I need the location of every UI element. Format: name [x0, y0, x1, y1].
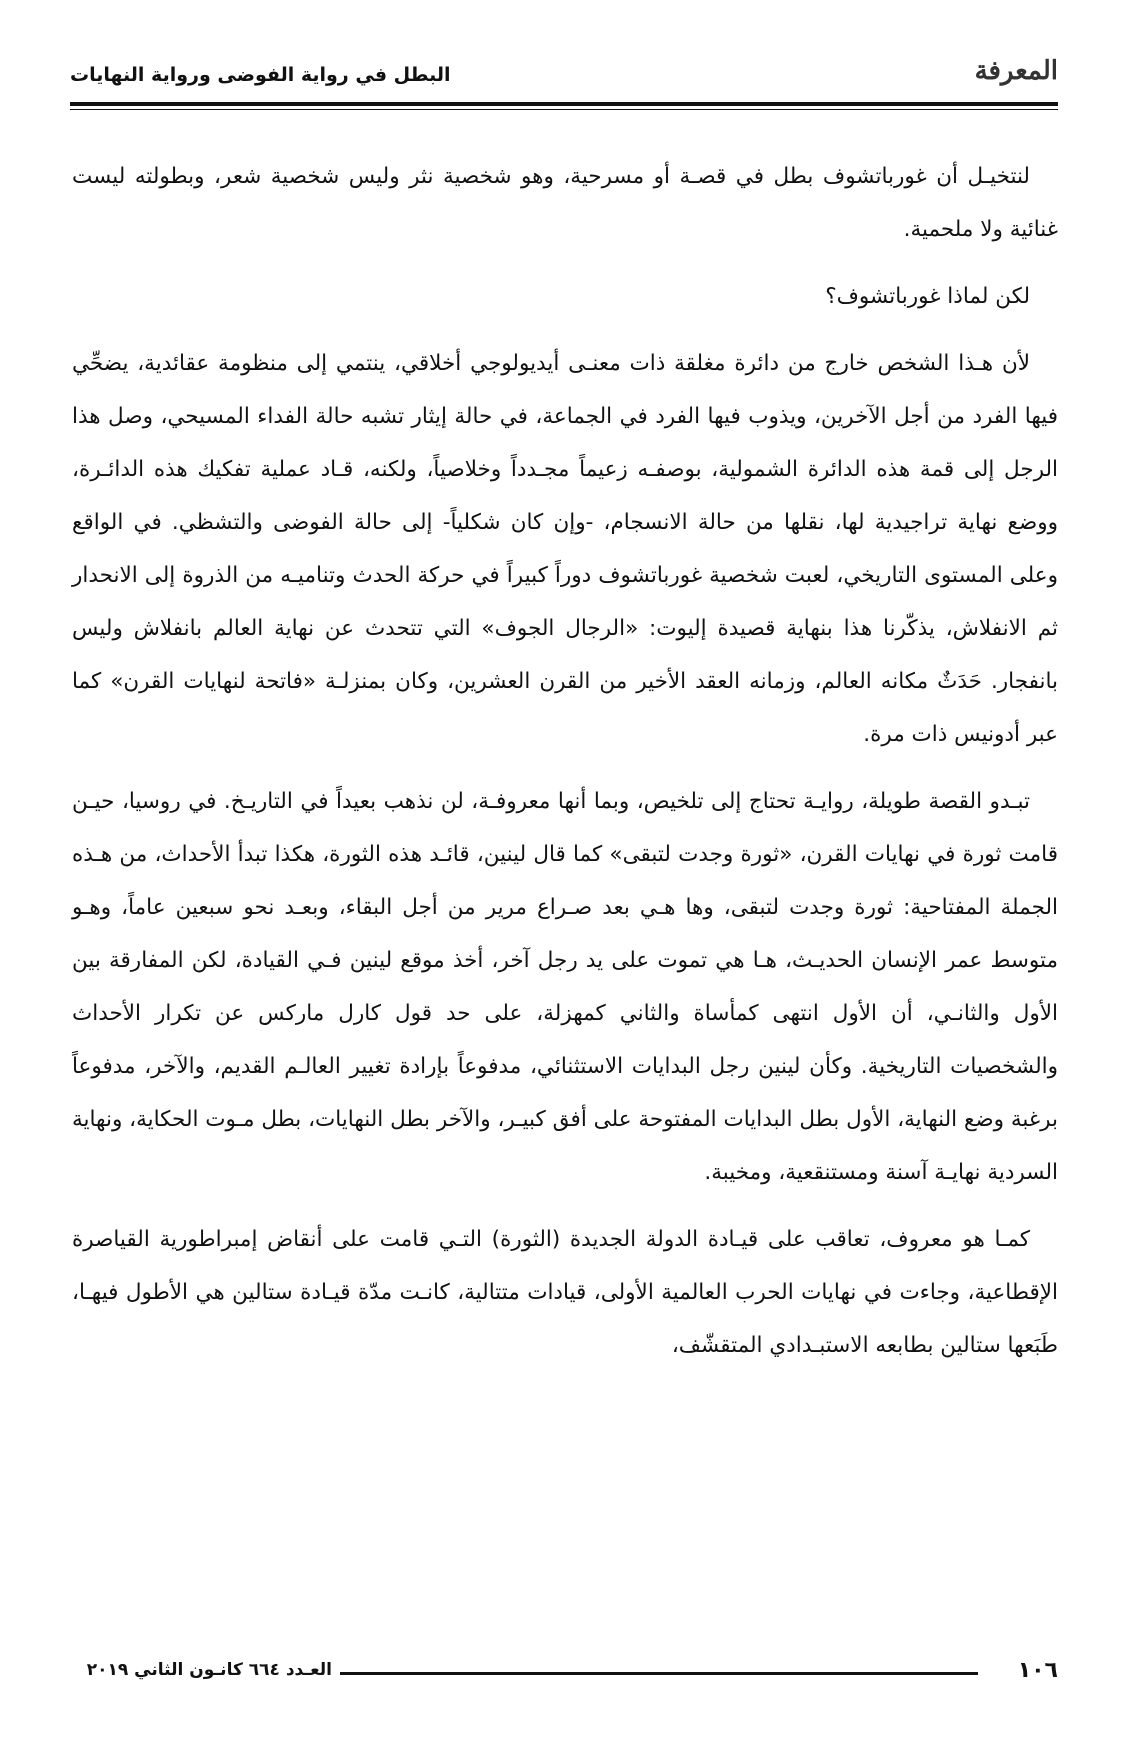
page-header	[70, 52, 1058, 102]
header-rule-thin	[70, 109, 1058, 110]
paragraph-4: تبـدو القصة طويلة، روايـة تحتاج إلى تلخيص، وبما أنها معروفـة، لن نذهب بعيداً في التاريـخ. في روسيا، حيـن قامت ثورة في نهايات القرن، «ثورة وجدت لتبقى» كما قال لينين، قائـد هذه الثورة، هكذا تبدأ الأحداث، من هـذه الجملة المفتاحية: ثورة وجدت لتبقى، وها هـي بعد صـراع مرير من أجل البقاء، وبعـد نحو سبعين عاماً، وهـو متوسط عمر الإنسان الحديـث، هـا هي تموت على يد رجل آخر، أخذ موقع لينين فـي القيادة، لكن المفارقة بين الأول والثانـي، أن الأول انتهى كمأساة والثاني كمهزلة، على حد قول كارل ماركس عن تكرار الأحداث والشخصيات التاريخية. وكأن لينين رجل البدايات الاستثنائي، مدفوعاً بإرادة تغيير العالـم القديم، والآخر، مدفوعاً برغبة وضع النهاية، الأول بطل البدايات المفتوحة على أفق كبيـر، والآخر بطل النهايات، بطل مـوت الحكاية، ونهاية السردية نهايـة آسنة ومستنقعية، ومخيبة.	[72, 789, 1058, 1185]
footer-rule	[340, 1672, 978, 1675]
paragraph-2: لكن لماذا غورباتشوف؟	[825, 284, 1030, 309]
issue-info: العـدد ٦٦٤ كانـون الثاني ٢٠١٩	[86, 1660, 332, 1680]
page-footer	[70, 1658, 1058, 1698]
paragraph-5: كمـا هو معروف، تعاقب على قيـادة الدولة الجديدة (الثورة) التـي قامت على أنقاض إمبراطورية القياصرة الإقطاعية، وجاءت في نهايات الحرب العالمية الأولى، قيادات متتالية، كانـت مدّة قيـادة ستالين هي الأطول فيهـا، طَبَعها ستالين بطابعه الاستبـدادي المتقشّف،	[72, 1227, 1058, 1358]
paragraph-1: لنتخيـل أن غورباتشوف بطل في قصـة أو مسرحية، وهو شخصية نثر وليس شخصية شعر، وبطولته ليست غنائية ولا ملحمية.	[72, 164, 1058, 242]
paragraph-3: لأن هـذا الشخص خارج من دائرة مغلقة ذات معنـى أيديولوجي أخلاقي، ينتمي إلى منظومة عقائدية، يضحِّي فيها الفرد من أجل الآخرين، ويذوب فيها الفرد في الجماعة، في حالة إيثار تشبه حالة الفداء المسيحي، وصل هذا الرجل إلى قمة هذه الدائرة الشمولية، بوصفـه زعيماً مجـدداً وخلاصياً، ولكنه، قـاد عملية تفكيك هذه الدائـرة، ووضع نهاية تراجيدية لها، نقلها من حالة الانسجام، -وإن كان شكلياً- إلى حالة الفوضى والتشظي. في الواقع وعلى المستوى التاريخي، لعبت شخصية غورباتشوف دوراً كبيراً في حركة الحدث وتناميـه من الذروة إلى الانحدار ثم الانفلاش، يذكّرنا هذا بنهاية قصيدة إليوت: «الرجال الجوف» التي تتحدث عن نهاية العالم بانفلاش وليس بانفجار. حَدَثٌ مكانه العالم، وزمانه العقد الأخير من القرن العشرين، وكان بمنزلـة «فاتحة لنهايات القرن» كما عبر أدونيس ذات مرة.	[72, 351, 1058, 747]
magazine-logo: المعرفة	[974, 56, 1058, 86]
article-body	[72, 150, 1058, 1386]
running-title: البطل في رواية الفوضى ورواية النهايات	[70, 64, 451, 86]
header-rule-thick	[70, 102, 1058, 106]
page-number: ١٠٦	[1017, 1658, 1058, 1683]
